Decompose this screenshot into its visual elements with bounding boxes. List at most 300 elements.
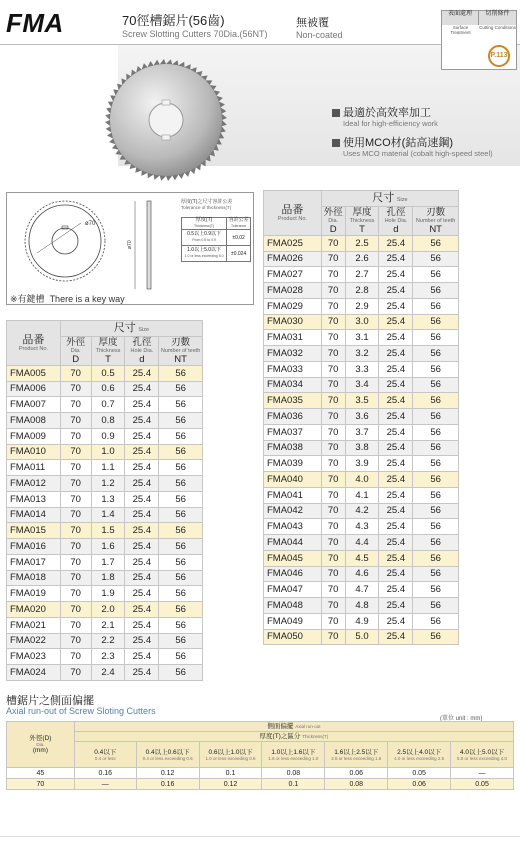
thickness-cell: 0.6 — [91, 381, 125, 397]
teeth-cell: 56 — [413, 440, 459, 456]
hole-dia-cell: 25.4 — [379, 519, 413, 535]
hole-dia-cell: 25.4 — [125, 460, 159, 476]
dia-cell: 70 — [321, 393, 345, 409]
table-row — [264, 424, 459, 440]
runout-value-cell: — — [74, 779, 136, 790]
product-no-cell: FMA014 — [7, 507, 61, 523]
product-no-cell: FMA031 — [264, 330, 322, 346]
drawing-dia-label: ø70 — [85, 221, 96, 227]
product-no-cell: FMA011 — [7, 460, 61, 476]
thickness-cell: 0.5 — [91, 365, 125, 381]
hole-dia-cell: 25.4 — [379, 361, 413, 377]
product-no-header: 品番 Product No. — [7, 321, 61, 366]
runout-subtitle: Axial run-out of Screw Sloting Cutters — [6, 706, 156, 716]
table-row — [264, 550, 459, 566]
product-no-cell: FMA029 — [264, 298, 322, 314]
hole-dia-cell: 25.4 — [379, 267, 413, 283]
teeth-cell: 56 — [159, 586, 203, 602]
table-row — [264, 519, 459, 535]
table-row — [264, 598, 459, 614]
thickness-cell: 3.6 — [345, 409, 379, 425]
thickness-cell: 1.4 — [91, 507, 125, 523]
runout-value-cell: 0.06 — [388, 779, 451, 790]
hole-dia-cell: 25.4 — [125, 444, 159, 460]
dia-cell: 70 — [60, 602, 91, 618]
thickness-cell: 1.2 — [91, 476, 125, 492]
thickness-cell: 0.7 — [91, 397, 125, 413]
product-no-header: 品番 Product No. — [264, 191, 322, 236]
hole-dia-cell: 25.4 — [379, 472, 413, 488]
hole-dia-cell: 25.4 — [125, 633, 159, 649]
product-no-cell: FMA022 — [7, 633, 61, 649]
dia-cell: 70 — [60, 586, 91, 602]
teeth-cell: 56 — [159, 554, 203, 570]
saw-blade-image — [104, 58, 228, 182]
table-row — [264, 503, 459, 519]
table-row — [7, 428, 203, 444]
hole-dia-cell: 25.4 — [379, 377, 413, 393]
runout-value-cell: 0.06 — [325, 768, 388, 779]
thickness-cell: 0.9 — [91, 428, 125, 444]
teeth-cell: 56 — [159, 476, 203, 492]
hole-dia-cell: 25.4 — [379, 393, 413, 409]
table-row — [264, 377, 459, 393]
thickness-cell: 4.6 — [345, 566, 379, 582]
thickness-cell: 2.7 — [345, 267, 379, 283]
product-no-cell: FMA044 — [264, 535, 322, 551]
table-row — [7, 476, 203, 492]
product-no-cell: FMA017 — [7, 554, 61, 570]
table-row — [264, 267, 459, 283]
table-row — [7, 381, 203, 397]
table-row — [7, 444, 203, 460]
dia-cell: 70 — [321, 251, 345, 267]
dia-cell: 70 — [60, 649, 91, 665]
product-no-cell: FMA020 — [7, 602, 61, 618]
product-no-cell: FMA028 — [264, 283, 322, 299]
runout-dia-header: 外徑(D) Dia. (mm) — [7, 722, 75, 768]
hole-dia-cell: 25.4 — [379, 283, 413, 299]
thickness-cell: 3.3 — [345, 361, 379, 377]
runout-value-cell: 0.08 — [262, 768, 325, 779]
thickness-cell: 3.4 — [345, 377, 379, 393]
dia-cell: 70 — [321, 267, 345, 283]
thickness-cell: 4.8 — [345, 598, 379, 614]
product-no-cell: FMA049 — [264, 613, 322, 629]
dia-cell: 70 — [321, 440, 345, 456]
table-row — [7, 413, 203, 429]
product-no-cell: FMA023 — [7, 649, 61, 665]
product-no-cell: FMA006 — [7, 381, 61, 397]
product-no-cell: FMA021 — [7, 617, 61, 633]
size-header: 尺寸 Size — [321, 191, 458, 207]
table-row — [7, 633, 203, 649]
hole-dia-cell: 25.4 — [379, 346, 413, 362]
dia-header: 外徑 Dia. D — [321, 206, 345, 235]
thickness-cell: 4.9 — [345, 613, 379, 629]
dia-cell: 70 — [321, 535, 345, 551]
thickness-cell: 3.2 — [345, 346, 379, 362]
hole-dia-cell: 25.4 — [379, 535, 413, 551]
thickness-cell: 4.3 — [345, 519, 379, 535]
table-row — [7, 570, 203, 586]
product-no-cell: FMA033 — [264, 361, 322, 377]
hole-dia-cell: 25.4 — [125, 476, 159, 492]
product-no-cell: FMA012 — [7, 476, 61, 492]
teeth-cell: 56 — [413, 409, 459, 425]
cutting-conditions-header: 切削條件 — [479, 11, 516, 25]
runout-col-header: 2.5以上4.0以下 4.0 or less exceeding 2.5 — [388, 742, 451, 768]
thickness-cell: 2.6 — [345, 251, 379, 267]
dia-cell: 70 — [321, 346, 345, 362]
feature-2: 使用MCO材(鈷高速鋼) — [332, 134, 453, 150]
teeth-cell: 56 — [413, 361, 459, 377]
hole-dia-cell: 25.4 — [125, 381, 159, 397]
dia-cell: 70 — [321, 503, 345, 519]
product-no-cell: FMA013 — [7, 491, 61, 507]
runout-value-cell: 0.05 — [388, 768, 451, 779]
teeth-cell: 56 — [159, 523, 203, 539]
hole-dia-cell: 25.4 — [125, 649, 159, 665]
dia-cell: 70 — [321, 409, 345, 425]
dia-cell: 70 — [321, 456, 345, 472]
product-no-cell: FMA026 — [264, 251, 322, 267]
dia-cell: 70 — [321, 283, 345, 299]
hole-dia-cell: 25.4 — [125, 665, 159, 681]
table-row — [264, 314, 459, 330]
table-row — [7, 539, 203, 555]
runout-value-cell: 0.12 — [136, 768, 199, 779]
hole-dia-cell: 25.4 — [379, 424, 413, 440]
thickness-cell: 1.5 — [91, 523, 125, 539]
thickness-cell: 3.0 — [345, 314, 379, 330]
teeth-cell: 56 — [413, 535, 459, 551]
cutting-conditions-en: Cutting Conditions — [479, 25, 516, 30]
runout-col-header: 0.4以下 0.4 or less — [74, 742, 136, 768]
teeth-cell: 56 — [413, 519, 459, 535]
dia-cell: 70 — [321, 519, 345, 535]
product-no-cell: FMA008 — [7, 413, 61, 429]
keyway-note: ※有鍵槽 There is a key way — [10, 294, 125, 304]
dia-cell: 70 — [321, 629, 345, 645]
thickness-cell: 1.7 — [91, 554, 125, 570]
teeth-cell: 56 — [159, 413, 203, 429]
conditions-box — [441, 10, 517, 70]
table-row — [264, 298, 459, 314]
teeth-cell: 56 — [159, 649, 203, 665]
thickness-header: 厚度 Thickness T — [345, 206, 379, 235]
hole-dia-cell: 25.4 — [379, 566, 413, 582]
hole-dia-cell: 25.4 — [379, 440, 413, 456]
product-no-cell: FMA045 — [264, 550, 322, 566]
table-row — [264, 346, 459, 362]
dia-cell: 70 — [321, 550, 345, 566]
side-dia-label: ø70 — [127, 240, 133, 249]
thickness-cell: 1.9 — [91, 586, 125, 602]
hole-dia-cell: 25.4 — [379, 456, 413, 472]
product-no-cell: FMA007 — [7, 397, 61, 413]
dia-cell: 70 — [60, 444, 91, 460]
table-row — [7, 460, 203, 476]
dia-cell: 70 — [321, 487, 345, 503]
table-row — [264, 283, 459, 299]
hole-dia-cell: 25.4 — [125, 617, 159, 633]
product-no-cell: FMA032 — [264, 346, 322, 362]
thickness-cell: 2.9 — [345, 298, 379, 314]
runout-value-cell: 0.16 — [74, 768, 136, 779]
table-row — [264, 535, 459, 551]
hole-header: 孔徑 Hole Dia. d — [125, 336, 159, 365]
table-row — [264, 487, 459, 503]
table-row — [264, 456, 459, 472]
hole-dia-cell: 25.4 — [125, 554, 159, 570]
teeth-cell: 56 — [413, 251, 459, 267]
tolerance-table: 厚度(T) Thickness(T) 容許公差 Tolerance 0.5以上0.9以下 From 0.5 to 0.9 ±0.02 1.0以上5.0以下 1.0 or less exceeding 5.0 ±0.024 — [181, 217, 251, 262]
teeth-cell: 56 — [159, 507, 203, 523]
table-row — [264, 393, 459, 409]
hole-dia-cell: 25.4 — [379, 487, 413, 503]
runout-value-cell: 0.05 — [451, 779, 514, 790]
table-row — [7, 507, 203, 523]
dia-cell: 70 — [321, 424, 345, 440]
thickness-cell: 2.2 — [91, 633, 125, 649]
table-row — [7, 491, 203, 507]
hole-dia-cell: 25.4 — [379, 598, 413, 614]
teeth-cell: 56 — [413, 503, 459, 519]
product-no-cell: FMA025 — [264, 235, 322, 251]
feature-1-en: Ideal for high-efficiency work — [343, 119, 438, 128]
hole-dia-cell: 25.4 — [125, 397, 159, 413]
table-row — [7, 617, 203, 633]
product-no-cell: FMA024 — [7, 665, 61, 681]
table-row — [264, 613, 459, 629]
surface-treatment-header: 表面處理 — [442, 11, 479, 25]
runout-value-cell: 0.12 — [199, 779, 262, 790]
product-no-cell: FMA018 — [7, 570, 61, 586]
table-row — [264, 409, 459, 425]
dia-cell: 70 — [60, 491, 91, 507]
table-row — [264, 251, 459, 267]
thickness-cell: 5.0 — [345, 629, 379, 645]
hole-dia-cell: 25.4 — [379, 582, 413, 598]
runout-table — [6, 721, 514, 790]
teeth-header: 刃數 Number of teeth NT — [159, 336, 203, 365]
thickness-cell: 4.4 — [345, 535, 379, 551]
table-row — [7, 665, 203, 681]
size-header: 尺寸 Size — [60, 321, 202, 337]
table-row — [7, 397, 203, 413]
product-no-cell: FMA015 — [7, 523, 61, 539]
dia-cell: 70 — [321, 314, 345, 330]
teeth-cell: 56 — [413, 550, 459, 566]
runout-value-cell: 0.08 — [325, 779, 388, 790]
teeth-cell: 56 — [159, 428, 203, 444]
hole-dia-cell: 25.4 — [125, 523, 159, 539]
feature-2-en: Uses MCO material (cobalt high-speed steel) — [343, 149, 493, 158]
dia-cell: 70 — [60, 507, 91, 523]
product-no-cell: FMA005 — [7, 365, 61, 381]
product-no-cell: FMA040 — [264, 472, 322, 488]
coating-label: 無被覆 — [296, 17, 329, 29]
product-no-cell: FMA048 — [264, 598, 322, 614]
teeth-cell: 56 — [159, 460, 203, 476]
product-no-cell: FMA043 — [264, 519, 322, 535]
coating-label-en: Non-coated — [296, 30, 343, 40]
table-row — [264, 235, 459, 251]
dia-cell: 70 — [60, 397, 91, 413]
teeth-cell: 56 — [413, 472, 459, 488]
teeth-cell: 56 — [413, 314, 459, 330]
runout-thickness-header: 厚度(T)之區分 Thickness(T) — [74, 732, 513, 742]
hole-dia-cell: 25.4 — [125, 570, 159, 586]
product-subtitle: Screw Slotting Cutters 70Dia.(56NT) — [122, 29, 268, 39]
teeth-header: 刃數 Number of teeth NT — [413, 206, 459, 235]
product-no-cell: FMA016 — [7, 539, 61, 555]
hole-dia-cell: 25.4 — [125, 428, 159, 444]
teeth-cell: 56 — [159, 539, 203, 555]
runout-unit: (單位 unit : mm) — [440, 716, 483, 722]
table-row — [7, 365, 203, 381]
thickness-cell: 2.1 — [91, 617, 125, 633]
table-row — [264, 629, 459, 645]
footer-divider — [0, 836, 520, 837]
hole-dia-cell: 25.4 — [379, 613, 413, 629]
thickness-cell: 1.1 — [91, 460, 125, 476]
hole-dia-cell: 25.4 — [125, 602, 159, 618]
dia-cell: 70 — [321, 361, 345, 377]
thickness-cell: 2.0 — [91, 602, 125, 618]
model-logo: FMA — [6, 8, 64, 38]
dia-cell: 70 — [60, 365, 91, 381]
dia-cell: 70 — [321, 298, 345, 314]
teeth-cell: 56 — [413, 487, 459, 503]
table-row — [7, 649, 203, 665]
dia-cell: 70 — [60, 460, 91, 476]
teeth-cell: 56 — [159, 491, 203, 507]
teeth-cell: 56 — [413, 377, 459, 393]
teeth-cell: 56 — [413, 613, 459, 629]
hole-dia-cell: 25.4 — [379, 409, 413, 425]
thickness-cell: 3.1 — [345, 330, 379, 346]
dia-cell: 70 — [60, 617, 91, 633]
thickness-cell: 4.1 — [345, 487, 379, 503]
thickness-cell: 2.3 — [91, 649, 125, 665]
product-no-cell: FMA046 — [264, 566, 322, 582]
hole-dia-cell: 25.4 — [125, 507, 159, 523]
product-no-cell: FMA034 — [264, 377, 322, 393]
teeth-cell: 56 — [413, 629, 459, 645]
runout-dia-cell: 70 — [7, 779, 75, 790]
thickness-cell: 2.4 — [91, 665, 125, 681]
product-title: 70徑槽鋸片(56齒) — [122, 13, 225, 28]
thickness-cell: 3.5 — [345, 393, 379, 409]
hole-dia-cell: 25.4 — [379, 298, 413, 314]
thickness-cell: 4.7 — [345, 582, 379, 598]
hole-dia-cell: 25.4 — [379, 251, 413, 267]
teeth-cell: 56 — [159, 617, 203, 633]
runout-col-header: 4.0以上5.0以下 5.0 or less exceeding 4.0 — [451, 742, 514, 768]
runout-value-cell: — — [451, 768, 514, 779]
product-no-cell: FMA030 — [264, 314, 322, 330]
hole-dia-cell: 25.4 — [379, 550, 413, 566]
product-no-cell: FMA036 — [264, 409, 322, 425]
table-row — [264, 440, 459, 456]
teeth-cell: 56 — [413, 456, 459, 472]
surface-treatment-en: Surface Treatment — [450, 25, 471, 35]
product-no-cell: FMA042 — [264, 503, 322, 519]
table-row — [264, 566, 459, 582]
thickness-cell: 2.8 — [345, 283, 379, 299]
thickness-cell: 0.8 — [91, 413, 125, 429]
product-no-cell: FMA039 — [264, 456, 322, 472]
teeth-cell: 56 — [159, 365, 203, 381]
runout-title: 槽鋸片之側面偏擺 — [6, 695, 94, 707]
table-row — [264, 330, 459, 346]
thickness-cell: 3.7 — [345, 424, 379, 440]
product-no-cell: FMA041 — [264, 487, 322, 503]
feature-1: 最適於高效率加工 — [332, 104, 431, 120]
product-no-cell: FMA035 — [264, 393, 322, 409]
runout-value-cell: 0.1 — [199, 768, 262, 779]
runout-value-cell: 0.16 — [136, 779, 199, 790]
teeth-cell: 56 — [413, 582, 459, 598]
teeth-cell: 56 — [413, 283, 459, 299]
table-row — [7, 554, 203, 570]
thickness-cell: 3.8 — [345, 440, 379, 456]
runout-col-header: 0.6以上1.0以下 1.0 or less exceeding 0.6 — [199, 742, 262, 768]
product-no-cell: FMA019 — [7, 586, 61, 602]
teeth-cell: 56 — [159, 381, 203, 397]
hole-dia-cell: 25.4 — [125, 586, 159, 602]
teeth-cell: 56 — [413, 267, 459, 283]
thickness-cell: 4.2 — [345, 503, 379, 519]
dia-cell: 70 — [321, 613, 345, 629]
runout-row — [7, 768, 514, 779]
runout-value-cell: 0.1 — [262, 779, 325, 790]
runout-col-header: 1.0以上1.6以下 1.6 or less exceeding 1.0 — [262, 742, 325, 768]
page-ref-icon[interactable]: P.113 — [488, 45, 510, 67]
teeth-cell: 56 — [159, 665, 203, 681]
dia-header: 外徑 Dia. D — [60, 336, 91, 365]
dia-cell: 70 — [321, 566, 345, 582]
table-row — [264, 361, 459, 377]
thickness-cell: 1.0 — [91, 444, 125, 460]
teeth-cell: 56 — [159, 570, 203, 586]
table-row — [264, 582, 459, 598]
teeth-cell: 56 — [413, 346, 459, 362]
teeth-cell: 56 — [413, 330, 459, 346]
product-no-cell: FMA038 — [264, 440, 322, 456]
thickness-cell: 3.9 — [345, 456, 379, 472]
hole-dia-cell: 25.4 — [379, 629, 413, 645]
table-row — [7, 523, 203, 539]
runout-col-header: 1.6以上2.5以下 2.5 or less exceeding 1.6 — [325, 742, 388, 768]
teeth-cell: 56 — [159, 633, 203, 649]
table-row — [264, 472, 459, 488]
dia-cell: 70 — [321, 598, 345, 614]
dia-cell: 70 — [321, 235, 345, 251]
hole-dia-cell: 25.4 — [125, 413, 159, 429]
technical-drawing — [6, 192, 254, 305]
dia-cell: 70 — [60, 570, 91, 586]
table-row — [7, 602, 203, 618]
teeth-cell: 56 — [159, 602, 203, 618]
dia-cell: 70 — [321, 582, 345, 598]
thickness-cell: 1.3 — [91, 491, 125, 507]
dia-cell: 70 — [60, 428, 91, 444]
teeth-cell: 56 — [413, 298, 459, 314]
teeth-cell: 56 — [413, 598, 459, 614]
